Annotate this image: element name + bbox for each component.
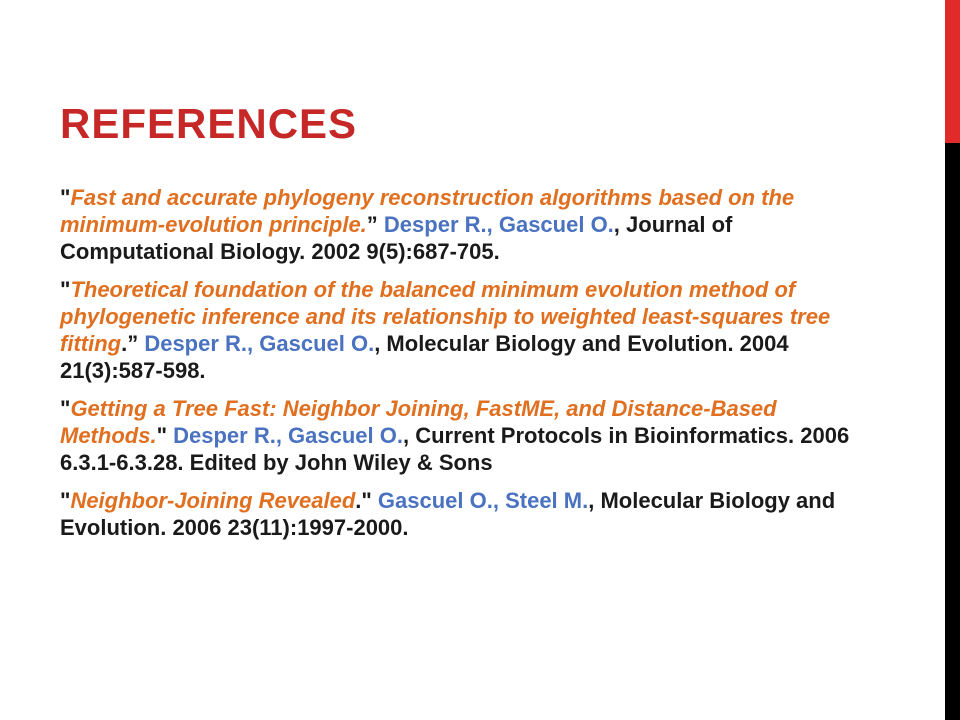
accent-bar-black: [945, 143, 960, 720]
close-quote: .": [355, 488, 378, 513]
reference-authors: Desper R., Gascuel O.: [144, 331, 375, 356]
open-quote: ": [60, 488, 71, 513]
close-quote: ”: [366, 212, 384, 237]
open-quote: ": [60, 185, 71, 210]
close-quote: .”: [121, 331, 145, 356]
reference-list: [60, 184, 850, 552]
reference-item: [60, 395, 850, 476]
reference-title: Neighbor-Joining Revealed: [70, 488, 356, 513]
reference-item: [60, 184, 850, 265]
reference-authors: Desper R., Gascuel O.: [383, 212, 614, 237]
reference-source: , Molecular Biology and Evolution. 2006 23(11):1997-2000.: [60, 488, 836, 540]
reference-authors: Gascuel O., Steel M.: [377, 488, 589, 513]
slide-title: REFERENCES: [60, 100, 358, 147]
reference-title: Getting a Tree Fast: Neighbor Joining, FastME, and Distance-Based Methods.: [60, 396, 777, 448]
accent-bar-red: [945, 0, 960, 143]
reference-title: Theoretical foundation of the balanced minimum evolution method of phylogenetic inference and its relationship to weighted least-squares tree fitting: [60, 277, 831, 356]
close-quote: ": [156, 423, 174, 448]
reference-source: , Current Protocols in Bioinformatics. 2006 6.3.1-6.3.28. Edited by John Wiley & Sons: [60, 423, 850, 475]
open-quote: ": [60, 277, 71, 302]
reference-source: , Molecular Biology and Evolution. 2004 21(3):587-598.: [60, 331, 789, 383]
reference-item: [60, 276, 850, 384]
open-quote: ": [60, 396, 71, 421]
reference-authors: Desper R., Gascuel O.: [173, 423, 403, 448]
reference-title: Fast and accurate phylogeny reconstruction algorithms based on the minimum-evolution principle.: [60, 185, 795, 237]
reference-item: [60, 487, 850, 541]
reference-source: , Journal of Computational Biology. 2002 9(5):687-705.: [60, 212, 733, 264]
